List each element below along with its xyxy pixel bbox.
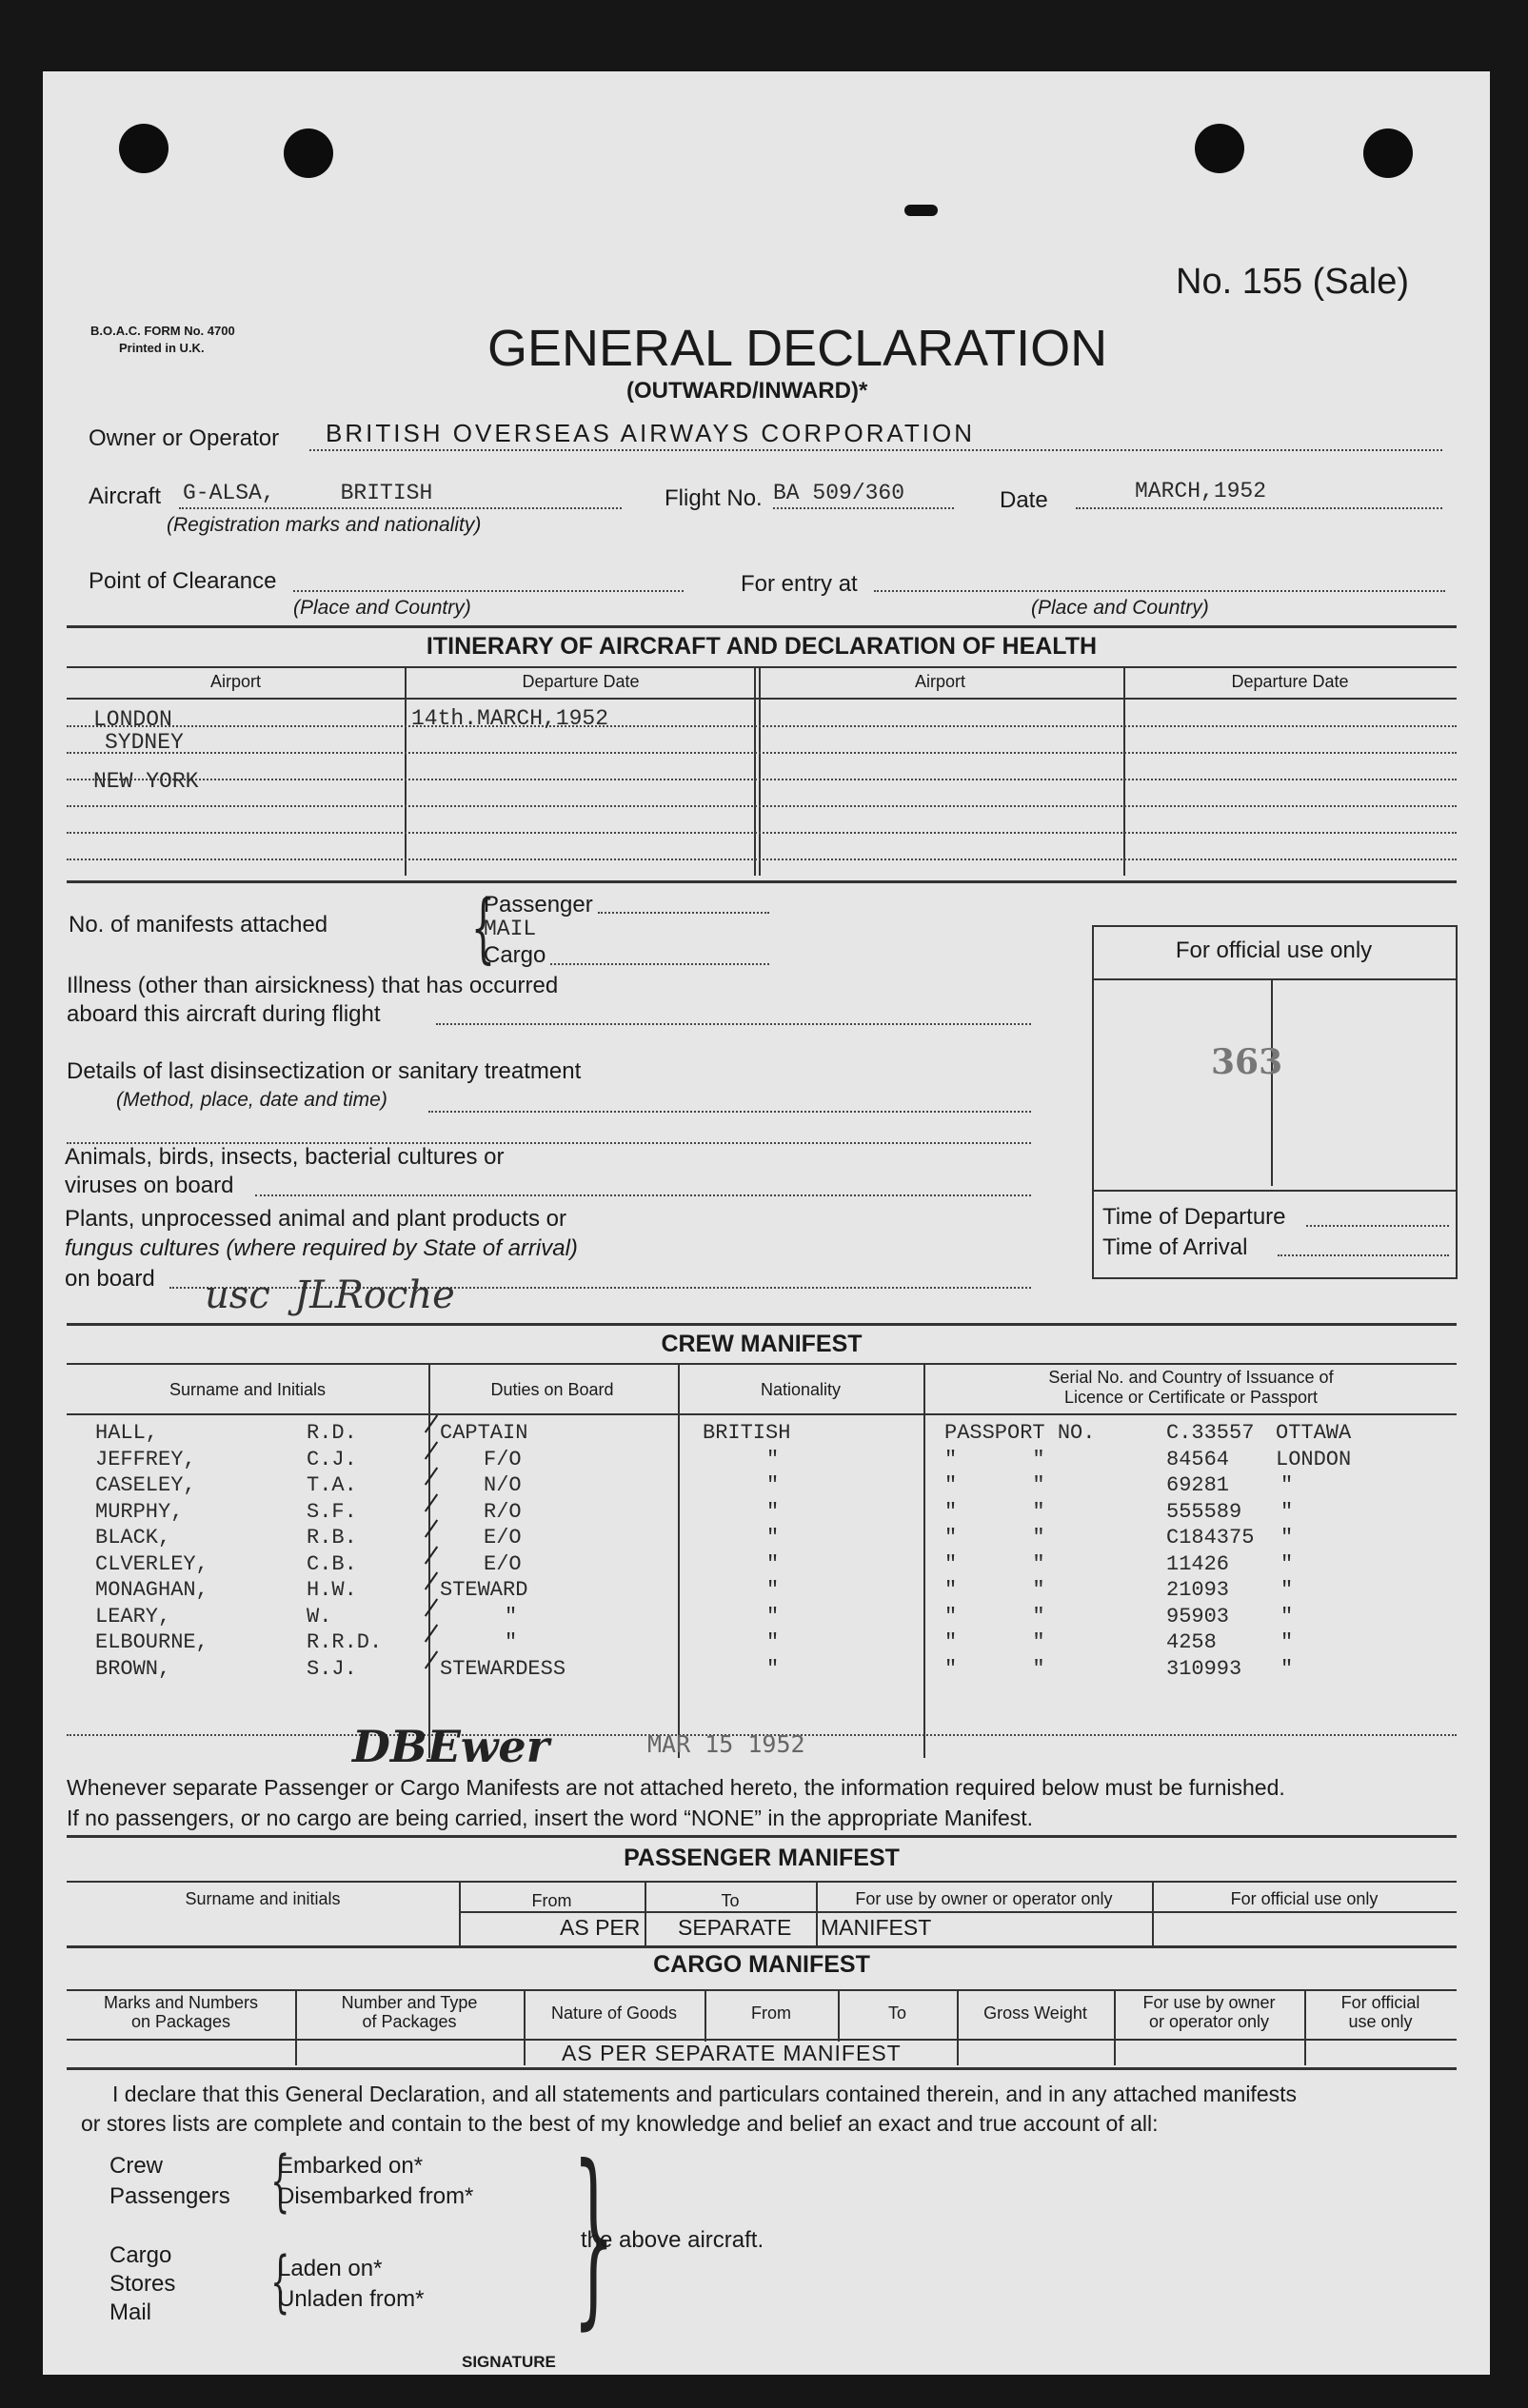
cargo-word: Cargo (109, 2242, 172, 2268)
passengers-word: Passengers (109, 2183, 230, 2209)
crew-duty-cell[interactable]: " (505, 1604, 518, 1628)
plants-label: Plants, unprocessed animal and plant products or (65, 1206, 566, 1232)
crew-col-serial: Serial No. and Country of Issuance of (1048, 1368, 1334, 1387)
crew-duty-cell[interactable]: " (505, 1630, 518, 1654)
crew-nationality-cell[interactable]: " (766, 1447, 780, 1471)
crew-initials-cell[interactable]: C.J. (307, 1447, 357, 1471)
crew-col-nationality: Nationality (760, 1380, 842, 1399)
flight-label: Flight No. (665, 485, 763, 511)
declaration-line-1: I declare that this General Declaration, and all statements and particulars contained therein, and in any attached manifests (112, 2082, 1297, 2106)
crew-country-cell[interactable]: " (1280, 1578, 1294, 1602)
manifest-mail[interactable]: MAIL (484, 917, 537, 941)
punch-hole (284, 128, 333, 178)
date-stamp: MAR 15 1952 (647, 1730, 805, 1758)
crew-initials-cell[interactable]: T.A. (307, 1473, 357, 1497)
passenger-value-to[interactable]: SEPARATE (678, 1915, 792, 1940)
crew-doc-cell[interactable]: " " (944, 1526, 1045, 1549)
manifests-label: No. of manifests attached (69, 912, 328, 938)
animals-label-2: viruses on board (65, 1173, 234, 1198)
ink-mark (904, 205, 938, 216)
crew-initials-cell[interactable]: R.B. (307, 1526, 357, 1549)
passenger-col-from: From (531, 1891, 572, 1910)
official-stamp-number: 363 (1211, 1042, 1283, 1082)
crew-nationality-cell[interactable]: " (766, 1473, 780, 1497)
crew-initials-cell[interactable]: W. (307, 1604, 332, 1628)
crew-serial-cell[interactable]: 555589 (1166, 1499, 1242, 1524)
embarked-on: Embarked on* (278, 2153, 424, 2179)
disembarked-from: Disembarked from* (278, 2183, 474, 2209)
crew-country-cell[interactable]: " (1280, 1630, 1294, 1654)
crew-surname-cell[interactable]: BROWN, (95, 1656, 171, 1681)
crew-col-duties: Duties on Board (490, 1380, 614, 1399)
disinsect-label: Details of last disinsectization or sanitary treatment (67, 1058, 582, 1084)
mail-word: Mail (109, 2299, 152, 2325)
crew-doc-cell[interactable]: " " (944, 1578, 1045, 1602)
flight-value[interactable]: BA 509/360 (773, 481, 905, 505)
aircraft-caption: (Registration marks and nationality) (167, 514, 482, 536)
crew-country-cell[interactable]: " (1280, 1656, 1294, 1681)
crew-serial-cell[interactable]: C184375 (1166, 1526, 1255, 1549)
cargo-heading: CARGO MANIFEST (653, 1951, 870, 1978)
passenger-value-owner[interactable]: MANIFEST (821, 1915, 932, 1940)
crew-serial-cell[interactable]: 21093 (1166, 1578, 1230, 1602)
cargo-col-marks: Marks and Numbers (103, 1993, 259, 2012)
crew-country-cell[interactable]: " (1280, 1499, 1294, 1524)
crew-surname-cell[interactable]: BLACK, (95, 1526, 171, 1549)
crew-serial-cell[interactable]: C.33557 (1166, 1421, 1255, 1445)
crew-nationality-cell[interactable]: " (766, 1578, 780, 1602)
cargo-col-official: For official (1340, 1993, 1420, 2012)
crew-serial-cell[interactable]: 84564 (1166, 1447, 1230, 1471)
crew-nationality-cell[interactable]: BRITISH (703, 1421, 791, 1445)
crew-serial-cell[interactable]: 69281 (1166, 1473, 1230, 1497)
crew-nationality-cell[interactable]: " (766, 1656, 780, 1681)
handwritten-initials: usc JLRoche (205, 1273, 455, 1317)
cargo-col-from: From (751, 2003, 791, 2023)
date-label: Date (1000, 487, 1048, 513)
passenger-value-from[interactable]: AS PER (560, 1915, 641, 1940)
crew-duty-cell[interactable]: F/O (484, 1447, 522, 1471)
passenger-col-owner: For use by owner or operator only (855, 1889, 1113, 1908)
crew-doc-cell[interactable]: " " (944, 1630, 1045, 1654)
crew-duty-cell[interactable]: STEWARD (440, 1578, 528, 1602)
crew-signature: DBEwer (352, 1721, 549, 1772)
crew-col-licence: Licence or Certificate or Passport (1063, 1388, 1319, 1407)
crew-surname-cell[interactable]: JEFFREY, (95, 1447, 196, 1471)
owner-label: Owner or Operator (89, 425, 280, 451)
itinerary-airport[interactable]: NEW YORK (93, 769, 199, 794)
crew-serial-cell[interactable]: 95903 (1166, 1604, 1230, 1628)
crew-surname-cell[interactable]: CLVERLEY, (95, 1551, 208, 1576)
plants-label-2: fungus cultures (where required by State of arrival) (65, 1235, 578, 1261)
itinerary-departure-date[interactable]: 14th.MARCH,1952 (411, 706, 609, 731)
crew-doc-cell[interactable]: " " (944, 1499, 1045, 1524)
itinerary-heading: ITINERARY OF AIRCRAFT AND DECLARATION OF HEALTH (426, 633, 1098, 660)
crew-doc-cell[interactable]: " " (944, 1604, 1045, 1628)
crew-country-cell[interactable]: " (1280, 1526, 1294, 1549)
form-id: B.O.A.C. FORM No. 4700 (90, 324, 235, 338)
crew-initials-cell[interactable]: R.D. (307, 1421, 357, 1445)
itinerary-col-airport: Airport (209, 672, 261, 691)
cargo-col-to: To (887, 2003, 906, 2023)
cargo-col-number-2: of Packages (362, 2012, 457, 2031)
crew-heading: CREW MANIFEST (661, 1331, 863, 1357)
itinerary-airport[interactable]: LONDON (93, 707, 172, 732)
entry-label: For entry at (741, 571, 858, 597)
cargo-col-weight: Gross Weight (983, 2003, 1087, 2023)
itinerary-col-airport-2: Airport (914, 672, 965, 691)
owner-value[interactable]: BRITISH OVERSEAS AIRWAYS CORPORATION (326, 419, 976, 447)
plants-label-3: on board (65, 1266, 155, 1292)
date-value[interactable]: MARCH,1952 (1135, 479, 1267, 503)
crew-initials-cell[interactable]: S.F. (307, 1499, 357, 1524)
crew-surname-cell[interactable]: HALL, (95, 1421, 159, 1445)
crew-doc-cell[interactable]: " " (944, 1656, 1045, 1681)
signature-label: SIGNATURE (462, 2353, 556, 2371)
crew-surname-cell[interactable]: LEARY, (95, 1604, 171, 1628)
punch-hole (1195, 124, 1244, 173)
animals-label: Animals, birds, insects, bacterial cultures or (65, 1144, 505, 1170)
crew-doc-cell[interactable]: PASSPORT NO. (944, 1421, 1096, 1445)
manifest-passenger: Passenger (484, 892, 593, 918)
crew-country-cell[interactable]: " (1280, 1551, 1294, 1576)
passenger-col-official: For official use only (1230, 1889, 1379, 1908)
cargo-col-nature: Nature of Goods (550, 2003, 678, 2023)
clearance-label: Point of Clearance (89, 568, 277, 594)
crew-nationality-cell[interactable]: " (766, 1551, 780, 1576)
crew-word: Crew (109, 2153, 164, 2179)
crew-nationality-cell[interactable]: " (766, 1630, 780, 1654)
crew-serial-cell[interactable]: 4258 (1166, 1630, 1217, 1654)
crew-doc-cell[interactable]: " " (944, 1551, 1045, 1576)
crew-doc-cell[interactable]: " " (944, 1447, 1045, 1471)
crew-initials-cell[interactable]: C.B. (307, 1551, 357, 1576)
entry-caption: (Place and Country) (1031, 597, 1209, 619)
passenger-col-to: To (721, 1891, 740, 1910)
crew-col-surname: Surname and Initials (169, 1380, 327, 1399)
crew-surname-cell[interactable]: MURPHY, (95, 1499, 184, 1524)
cargo-col-official-2: use only (1348, 2012, 1413, 2031)
crew-nationality-cell[interactable]: " (766, 1604, 780, 1628)
crew-surname-cell[interactable]: CASELEY, (95, 1473, 196, 1497)
time-departure-label: Time of Departure (1102, 1204, 1286, 1230)
crew-serial-cell[interactable]: 310993 (1166, 1656, 1242, 1681)
printed-note: Printed in U.K. (119, 341, 205, 355)
crew-duty-cell[interactable]: N/O (484, 1473, 522, 1497)
aircraft-label: Aircraft (89, 484, 162, 509)
page-title: GENERAL DECLARATION (487, 320, 1108, 377)
clearance-caption: (Place and Country) (293, 597, 471, 619)
crew-initials-cell[interactable]: R.R.D. (307, 1630, 383, 1654)
cargo-col-marks-2: on Packages (130, 2012, 231, 2031)
crew-country-cell[interactable]: " (1280, 1473, 1294, 1497)
crew-surname-cell[interactable]: ELBOURNE, (95, 1630, 208, 1654)
illness-label-2: aboard this aircraft during flight (67, 1001, 381, 1027)
cargo-col-owner-2: or operator only (1148, 2012, 1270, 2031)
declaration-number: No. 155 (Sale) (1176, 262, 1410, 302)
crew-nationality-cell[interactable]: " (766, 1526, 780, 1549)
page-subtitle: (OUTWARD/INWARD)* (626, 378, 868, 404)
laden-on: Laden on* (278, 2256, 383, 2281)
manifest-cargo: Cargo (484, 942, 546, 968)
crew-duty-cell[interactable]: CAPTAIN (440, 1421, 528, 1445)
punch-hole (1363, 128, 1413, 178)
crew-country-cell[interactable]: LONDON (1276, 1447, 1352, 1471)
passenger-heading: PASSENGER MANIFEST (624, 1845, 900, 1871)
itinerary-col-departure: Departure Date (522, 672, 640, 691)
cargo-value[interactable]: AS PER SEPARATE MANIFEST (562, 2041, 902, 2065)
cargo-col-owner: For use by owner (1142, 1993, 1276, 2012)
illness-label: Illness (other than airsickness) that has occurred (67, 973, 559, 998)
crew-initials-cell[interactable]: S.J. (307, 1656, 357, 1681)
stores-word: Stores (109, 2271, 176, 2297)
itinerary-airport[interactable]: SYDNEY (105, 730, 184, 755)
crew-duty-cell[interactable]: STEWARDESS (440, 1656, 566, 1681)
notice-line-1: Whenever separate Passenger or Cargo Manifests are not attached hereto, the information required below must be furnished. (67, 1775, 1285, 1800)
crew-country-cell[interactable]: " (1280, 1604, 1294, 1628)
passenger-col-surname: Surname and initials (185, 1889, 341, 1908)
official-use-title: For official use only (1175, 938, 1373, 963)
crew-duty-cell[interactable]: E/O (484, 1526, 522, 1549)
crew-nationality-cell[interactable]: " (766, 1499, 780, 1524)
time-arrival-label: Time of Arrival (1102, 1234, 1248, 1260)
crew-country-cell[interactable]: OTTAWA (1276, 1421, 1352, 1445)
disinsect-caption: (Method, place, date and time) (116, 1089, 387, 1111)
aircraft-value[interactable]: G-ALSA, BRITISH (183, 481, 433, 505)
unladen-from: Unladen from* (278, 2286, 425, 2312)
crew-doc-cell[interactable]: " " (944, 1473, 1045, 1497)
declaration-line-2: or stores lists are complete and contain to the best of my knowledge and belief an exact and true account of all: (81, 2111, 1159, 2136)
crew-duty-cell[interactable]: R/O (484, 1499, 522, 1524)
cargo-col-number: Number and Type (341, 1993, 478, 2012)
punch-hole (119, 124, 169, 173)
crew-initials-cell[interactable]: H.W. (307, 1578, 357, 1602)
notice-line-2: If no passengers, or no cargo are being carried, insert the word “NONE” in the appropriate Manifest. (67, 1806, 1034, 1830)
the-above-aircraft: the above aircraft. (581, 2227, 764, 2253)
crew-serial-cell[interactable]: 11426 (1166, 1551, 1230, 1576)
crew-duty-cell[interactable]: E/O (484, 1551, 522, 1576)
itinerary-col-departure-2: Departure Date (1231, 672, 1349, 691)
crew-surname-cell[interactable]: MONAGHAN, (95, 1578, 208, 1602)
